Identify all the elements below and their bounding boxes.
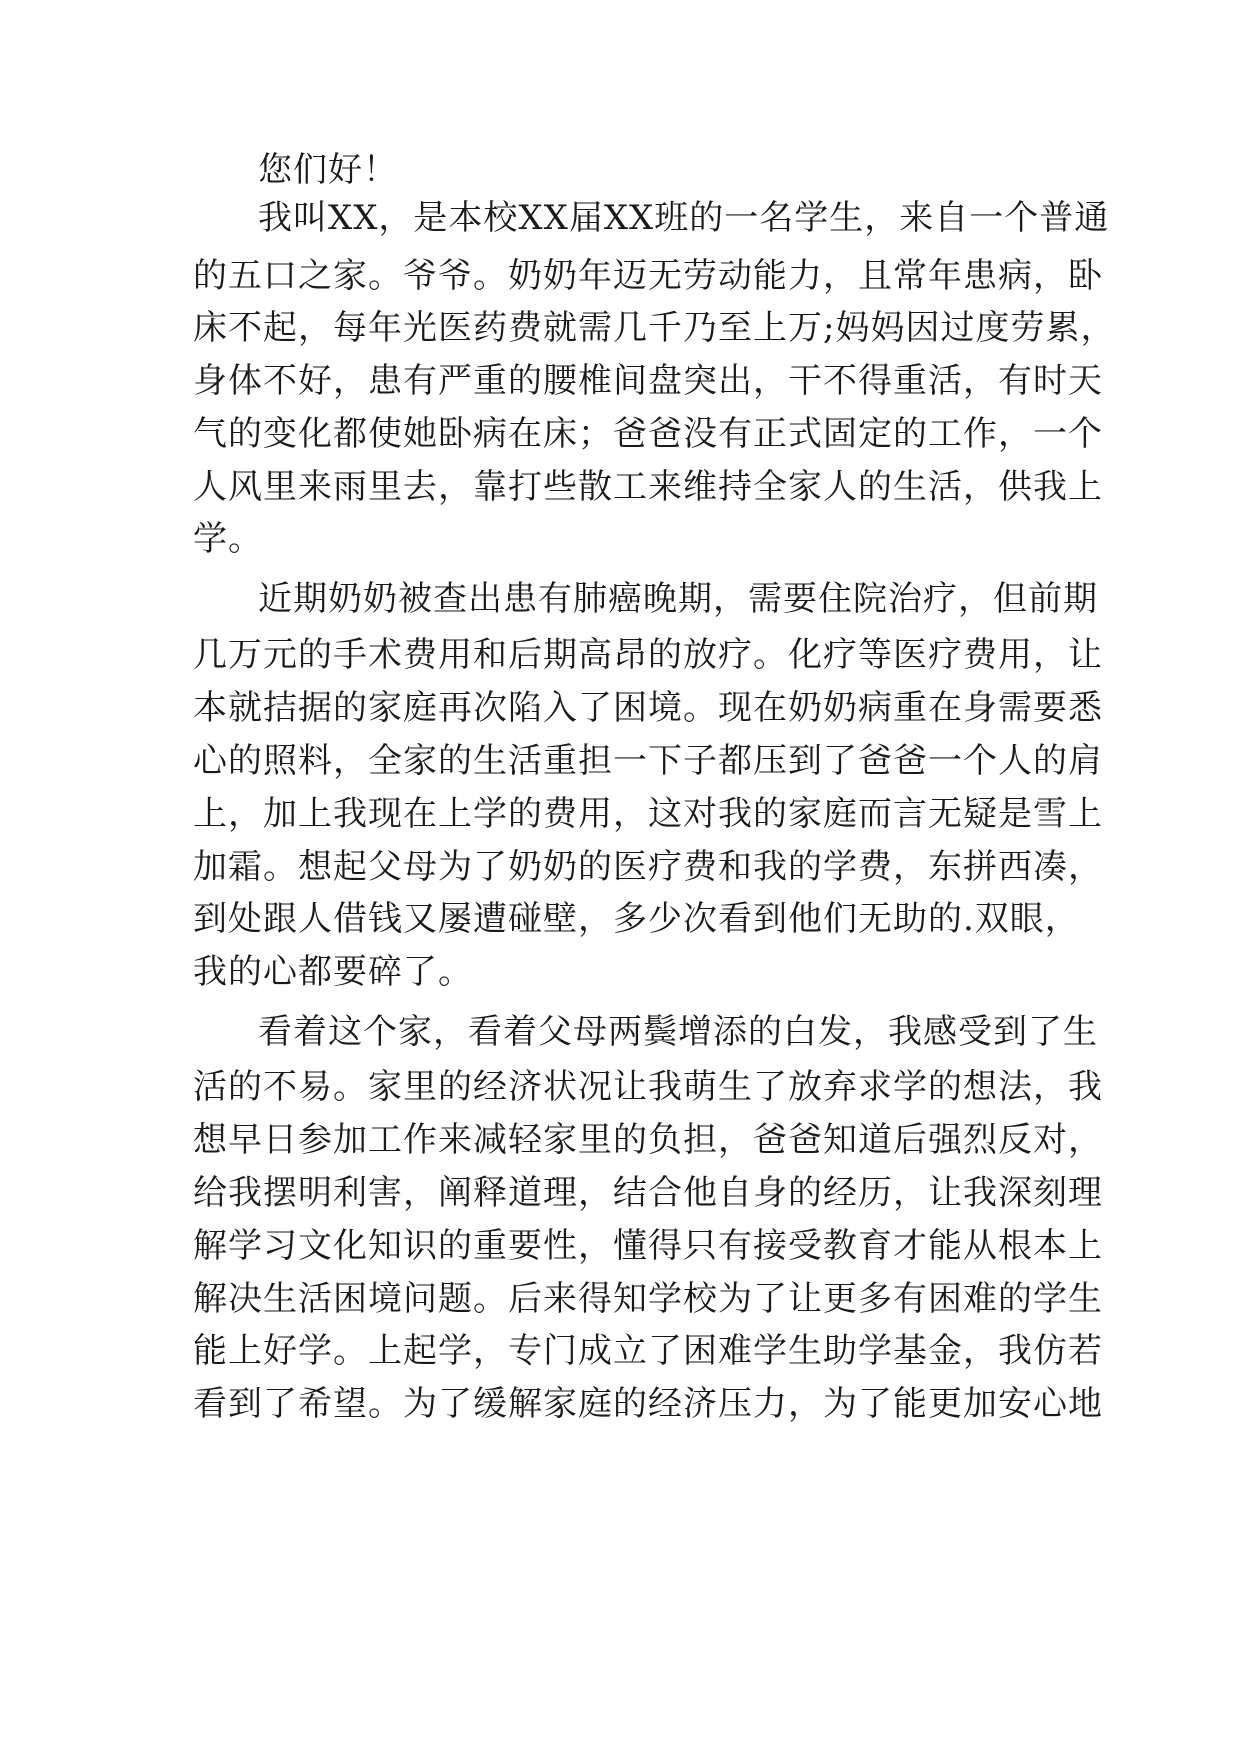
paragraph-2-line-8: 我的心都要碎了。 [193, 952, 473, 992]
paragraph-2-line-3: 本就拮据的家庭再次陷入了困境。现在奶奶病重在身需要悉 [193, 688, 1103, 728]
paragraph-3-line-3: 想早日参加工作来减轻家里的负担，爸爸知道后强烈反对， [193, 1120, 1103, 1160]
paragraph-2-line-6: 加霜。想起父母为了奶奶的医疗费和我的学费，东拼西凑， [193, 847, 1103, 887]
paragraph-1-line-2: 的五口之家。爷爷。奶奶年迈无劳动能力，且常年患病，卧 [193, 256, 1103, 296]
paragraph-3-line-7: 能上好学。上起学，专门成立了困难学生助学基金，我仿若 [193, 1331, 1103, 1371]
paragraph-1-line-4: 身体不好，患有严重的腰椎间盘突出，干不得重活，有时天 [193, 361, 1103, 401]
paragraph-2-line-7: 到处跟人借钱又屡遭碰壁，多少次看到他们无助的.双眼， [193, 899, 1080, 939]
paragraph-1-line-3: 床不起，每年光医药费就需几千乃至上万;妈妈因过度劳累， [193, 308, 1116, 348]
paragraph-1-line-7: 学。 [193, 519, 263, 559]
greeting-line: 您们好！ [258, 150, 398, 190]
paragraph-1-line-6: 人风里来雨里去，靠打些散工来维持全家人的生活，供我上 [193, 467, 1103, 507]
paragraph-3-line-8: 看到了希望。为了缓解家庭的经济压力，为了能更加安心地 [193, 1384, 1103, 1424]
paragraph-3-line-1: 看着这个家，看着父母两鬓增添的白发，我感受到了生 [258, 1012, 1098, 1052]
paragraph-2-line-2: 几万元的手术费用和后期高昂的放疗。化疗等医疗费用，让 [193, 635, 1103, 675]
paragraph-3-line-6: 解决生活困境问题。后来得知学校为了让更多有困难的学生 [193, 1279, 1103, 1319]
paragraph-3-line-2: 活的不易。家里的经济状况让我萌生了放弃求学的想法，我 [193, 1067, 1103, 1107]
paragraph-1-line-1: 我叫XX，是本校XX届XX班的一名学生，来自一个普通 [258, 198, 1110, 238]
paragraph-2-line-4: 心的照料，全家的生活重担一下子都压到了爸爸一个人的肩 [193, 741, 1103, 781]
paragraph-3-line-4: 给我摆明利害，阐释道理，结合他自身的经历，让我深刻理 [193, 1173, 1103, 1213]
paragraph-3-line-5: 解学习文化知识的重要性，懂得只有接受教育才能从根本上 [193, 1226, 1103, 1266]
paragraph-2-line-1: 近期奶奶被查出患有肺癌晚期，需要住院治疗，但前期 [258, 579, 1098, 619]
paragraph-2-line-5: 上，加上我现在上学的费用，这对我的家庭而言无疑是雪上 [193, 794, 1103, 834]
paragraph-1-line-5: 气的变化都使她卧病在床；爸爸没有正式固定的工作，一个 [193, 414, 1103, 454]
